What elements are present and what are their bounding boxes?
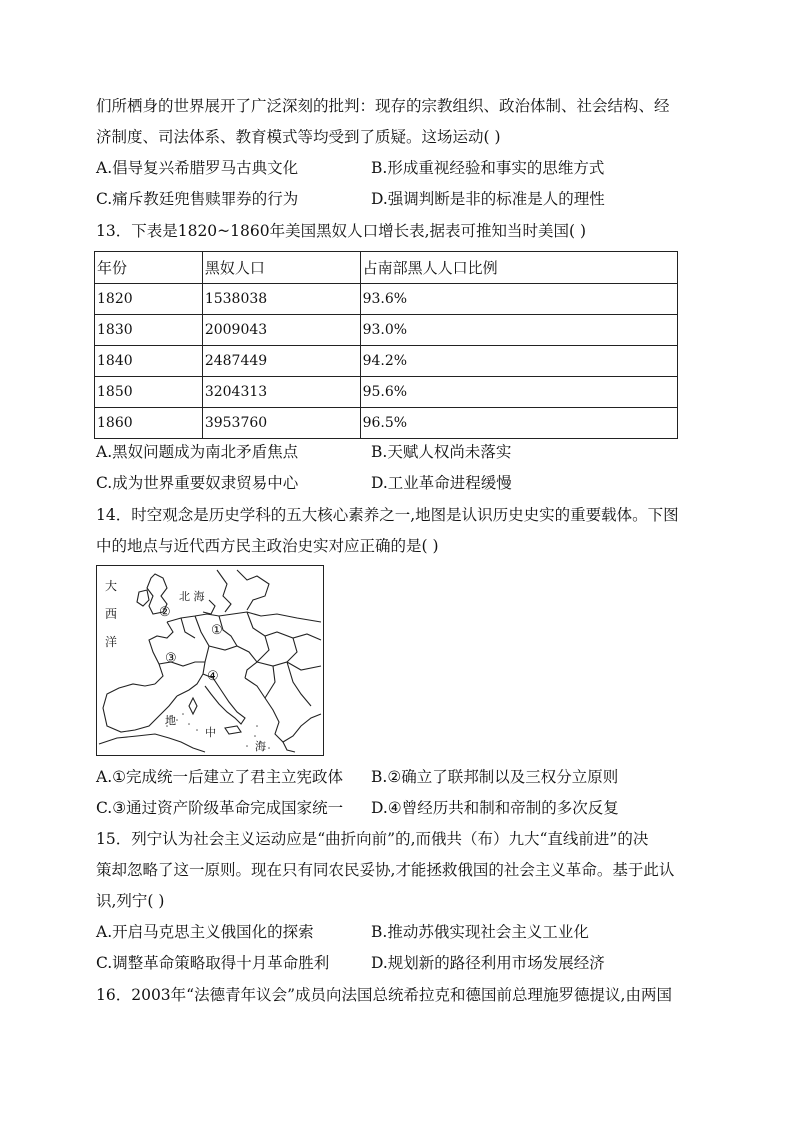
table-row	[95, 315, 678, 346]
q12-option-c: C.痛斥教廷兜售赎罪券的行为	[96, 190, 299, 208]
slave-population-table	[94, 251, 678, 439]
q14-option-d: D.④曾经历共和制和帝制的多次反复	[371, 799, 619, 817]
table-cell: 93.6%	[360, 284, 677, 315]
europe-map	[96, 565, 324, 756]
q15-option-c: C.调整革命策略取得十月革命胜利	[96, 954, 330, 972]
q12-stem-line1: 们所栖身的世界展开了广泛深刻的批判：现存的宗教组织、政治体制、社会结构、经	[96, 97, 670, 115]
table-cell: 3204313	[202, 377, 360, 408]
q13-option-d: D.工业革命进程缓慢	[371, 474, 512, 492]
table-header-year: 年份	[95, 252, 203, 284]
q12-option-b: B.形成重视经验和事实的思维方式	[371, 159, 605, 177]
q14-stem-line1: 14．时空观念是历史学科的五大核心素养之一,地图是认识历史史实的重要载体。下图	[96, 506, 679, 524]
table-row	[95, 377, 678, 408]
q15-stem-line1: 15．列宁认为社会主义运动应是“曲折向前”的,而俄共（布）九大“直线前进”的决	[96, 830, 649, 848]
table-cell: 2009043	[202, 315, 360, 346]
table-cell: 1850	[95, 377, 203, 408]
map-label-north-sea: 北 海	[179, 590, 205, 603]
q15-option-a: A.开启马克思主义俄国化的探索	[96, 923, 314, 941]
q15-option-d: D.规划新的路径利用市场发展经济	[371, 954, 605, 972]
table-cell: 3953760	[202, 408, 360, 439]
table-cell: 2487449	[202, 346, 360, 377]
q13-option-a: A.黑奴问题成为南北矛盾焦点	[96, 443, 299, 461]
q12-option-d: D.强调判断是非的标准是人的理性	[371, 190, 605, 208]
table-row	[95, 408, 678, 439]
table-cell: 94.2%	[360, 346, 677, 377]
table-cell: 93.0%	[360, 315, 677, 346]
map-label-med-2: 中	[205, 726, 216, 739]
q14-option-a: A.①完成统一后建立了君主立宪政体	[96, 768, 344, 786]
table-row	[95, 284, 678, 315]
table-cell: 1830	[95, 315, 203, 346]
q14-stem-line2: 中的地点与近代西方民主政治史实对应正确的是( )	[96, 537, 439, 555]
table-cell: 1538038	[202, 284, 360, 315]
table-cell: 96.5%	[360, 408, 677, 439]
map-marker-1: ①	[211, 623, 223, 638]
table-cell: 1820	[95, 284, 203, 315]
q13-option-c: C.成为世界重要奴隶贸易中心	[96, 474, 299, 492]
q13-stem: 13．下表是1820~1860年美国黑奴人口增长表,据表可推知当时美国( )	[96, 222, 587, 240]
q14-option-b: B.②确立了联邦制以及三权分立原则	[371, 768, 619, 786]
q16-stem-line1: 16．2003年“法德青年议会”成员向法国总统希拉克和德国前总理施罗德提议,由两国	[96, 986, 672, 1004]
table-cell: 1840	[95, 346, 203, 377]
q12-option-a: A.倡导复兴希腊罗马古典文化	[96, 159, 299, 177]
q15-stem-line3: 识,列宁( )	[96, 892, 165, 910]
table-header-ratio: 占南部黑人人口比例	[360, 252, 677, 284]
map-label-atlantic-3: 洋	[105, 635, 118, 649]
map-label-atlantic-1: 大	[105, 579, 118, 593]
q13-option-b: B.天赋人权尚未落实	[371, 443, 512, 461]
europe-map-drawing	[97, 566, 323, 755]
map-marker-2: ②	[159, 605, 171, 620]
q14-option-c: C.③通过资产阶级革命完成国家统一	[96, 799, 344, 817]
map-label-med-3: 海	[255, 740, 266, 753]
map-marker-3: ③	[165, 651, 177, 666]
q12-stem-line2: 济制度、司法体系、教育模式等均受到了质疑。这场运动( )	[96, 128, 501, 146]
map-label-atlantic-2: 西	[105, 607, 118, 621]
table-header-population: 黑奴人口	[202, 252, 360, 284]
q15-option-b: B.推动苏俄实现社会主义工业化	[371, 923, 589, 941]
table-cell: 95.6%	[360, 377, 677, 408]
map-marker-4: ④	[207, 669, 219, 684]
q15-stem-line2: 策却忽略了这一原则。现在只有同农民妥协,才能拯救俄国的社会主义革命。基于此认	[96, 861, 675, 879]
table-header-row	[95, 252, 678, 284]
table-row	[95, 346, 678, 377]
table-cell: 1860	[95, 408, 203, 439]
map-label-med-1: 地	[165, 714, 176, 727]
